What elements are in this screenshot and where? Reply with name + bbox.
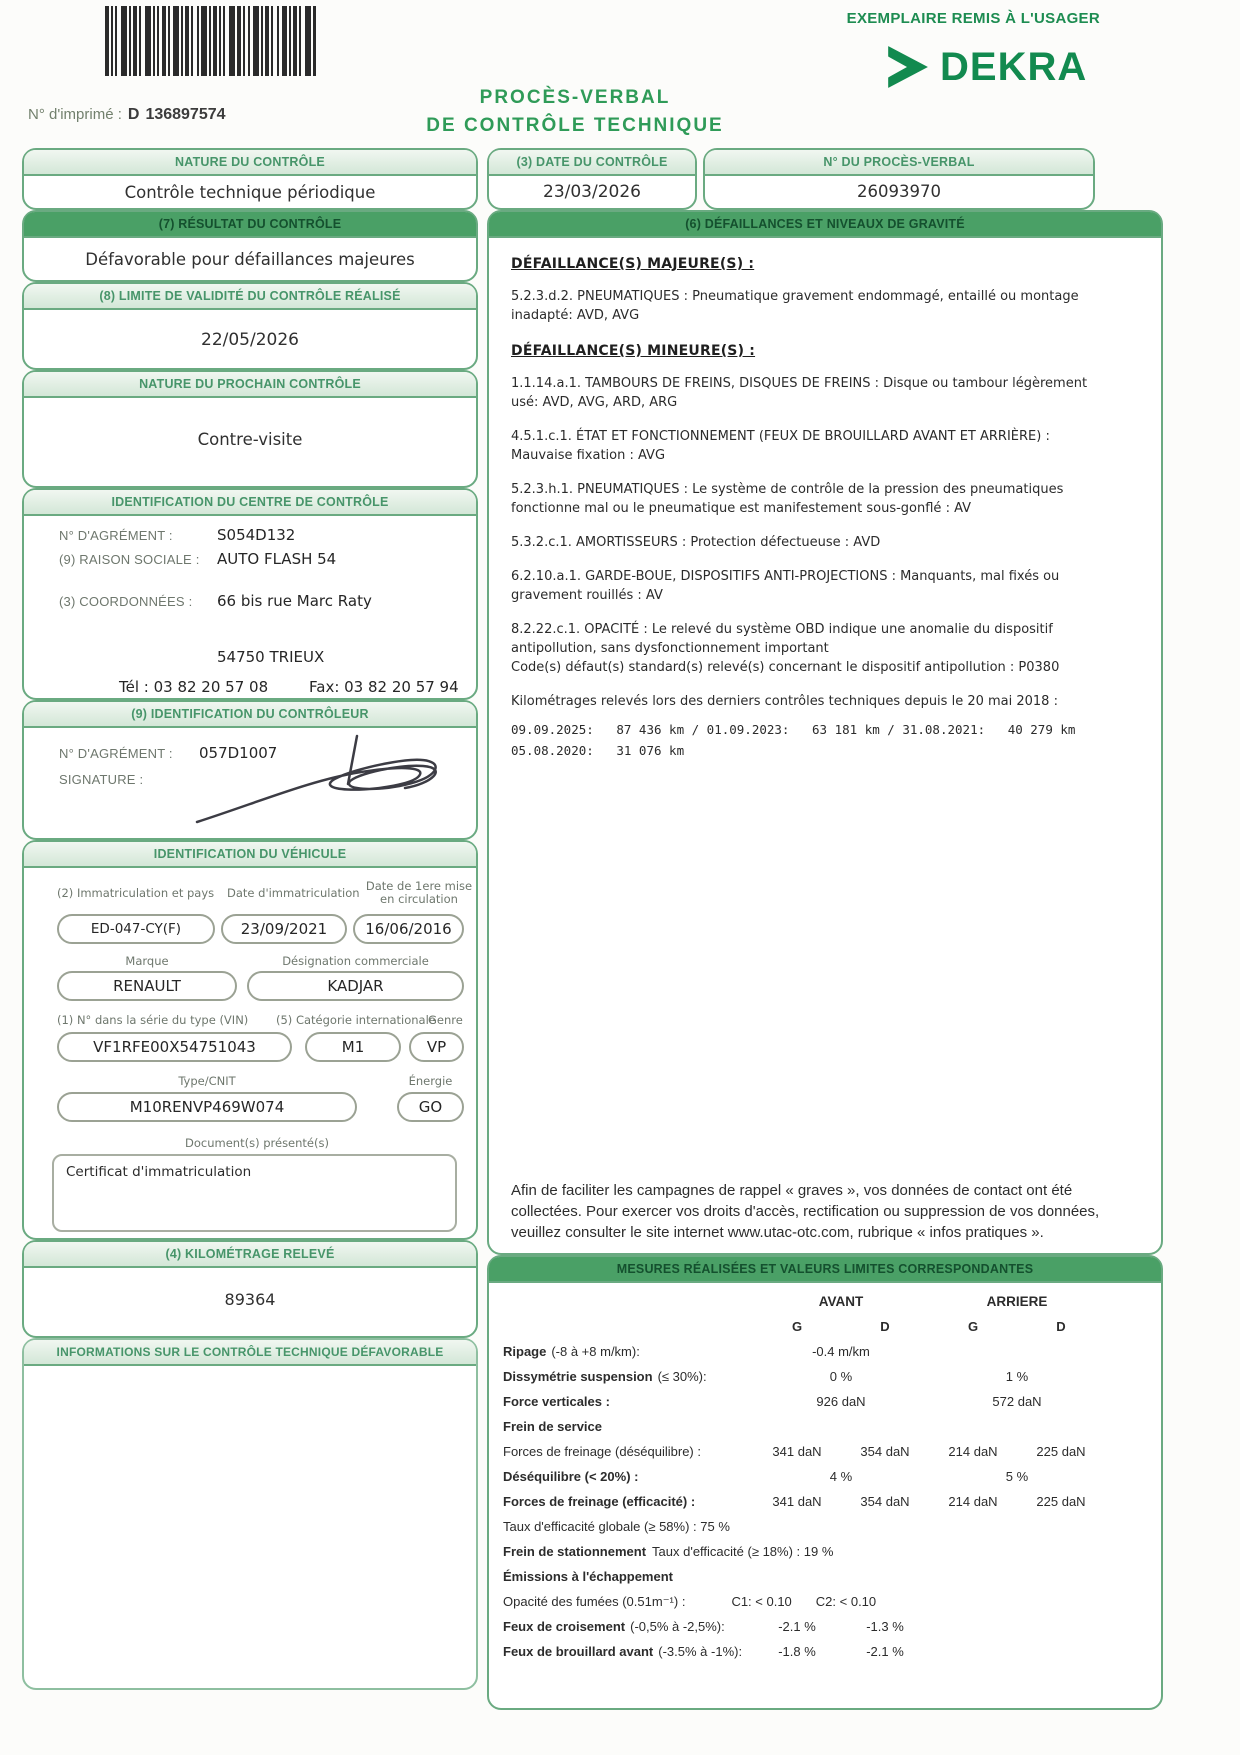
col-avant: AVANT	[818, 1294, 864, 1309]
freinage-deseq-avant-g: 341 daN	[772, 1444, 822, 1459]
print-number	[28, 106, 226, 124]
section-infos-defavorable	[22, 1338, 478, 1690]
section-header: NATURE DU PROCHAIN CONTRÔLE	[24, 372, 476, 398]
mise-circulation-value: 16/06/2016	[353, 914, 464, 944]
section-controleur	[22, 700, 478, 840]
freinage-deseq-arriere-g: 214 daN	[948, 1444, 998, 1459]
defaillance-mineure-item: 6.2.10.a.1. GARDE-BOUE, DISPOSITIFS ANTI-PROJECTIONS : Manquants, mal fixés ou gravement rouillés : AV	[511, 569, 1060, 603]
col-arriere-d: D	[1056, 1319, 1066, 1334]
section-resultat	[22, 210, 478, 282]
col-arriere-g: G	[967, 1319, 979, 1334]
title-line-1: PROCÈS-VERBAL	[479, 87, 671, 108]
numero-pv-value: 26093970	[857, 182, 941, 201]
defaillance-mineure-item: 1.1.14.a.1. TAMBOURS DE FREINS, DISQUES DE FREINS : Disque ou tambour légèrement usé: AVD, AVG, ARD, ARG	[511, 376, 1088, 410]
controleur-agrement-label: N° D'AGRÉMENT :	[59, 746, 173, 761]
section-nature-controle	[22, 148, 478, 210]
energie-label: Énergie	[408, 1074, 453, 1088]
mesure-row-emissions: Émissions à l'échappement	[503, 1569, 673, 1584]
rgpd-notice: Afin de faciliter les campagnes de rappel « graves », vos données de contact ont été collectées. Pour exercer vos droits d'accès, rectification ou suppression de vos données, veuillez consulter le site internet www.utac-otc.com, rubrique « infos pratiques ».	[511, 1182, 1100, 1241]
freinage-eff-avant-d: 354 daN	[860, 1494, 910, 1509]
documents-box	[52, 1154, 457, 1232]
defaillance-mineure-obd-codes: Code(s) défaut(s) standard(s) relevé(s) concernant le dispositif antipollution : P0380	[511, 660, 1060, 675]
designation-label: Désignation commerciale	[282, 954, 429, 968]
date-immatriculation-value: 23/09/2021	[221, 914, 347, 944]
freinage-deseq-arriere-d: 225 daN	[1036, 1444, 1086, 1459]
col-avant-d: D	[880, 1319, 890, 1334]
kilometrages-intro: Kilométrages relevés lors des derniers contrôles techniques depuis le 20 mai 2018 :	[511, 694, 1058, 709]
kilometrages-line: 05.08.2020: 31 076 km	[511, 743, 685, 758]
section-kilometrage	[22, 1240, 478, 1338]
mesure-row-force-verticale: Force verticales : 926 daN 572 daN	[489, 1389, 1161, 1414]
type-cnit-value: M10RENVP469W074	[57, 1092, 357, 1122]
adresse-value: 66 bis rue Marc Raty	[217, 592, 372, 610]
copy-label: EXEMPLAIRE REMIS À L'USAGER	[846, 10, 1100, 27]
date-immatriculation-label: Date d'immatriculation	[227, 886, 360, 900]
title-line-2: DE CONTRÔLE TECHNIQUE	[426, 115, 724, 136]
defaillance-mineure-item: 5.2.3.h.1. PNEUMATIQUES : Le système de contrôle de la pression des pneumatiques fonctionne mal ou le pneumatique est manifestement sous-gonflé : AV	[511, 482, 1064, 516]
croisement-g: -2.1 %	[778, 1619, 816, 1634]
force-verticale-arriere: 572 daN	[992, 1394, 1042, 1409]
brouillard-d: -2.1 %	[866, 1644, 904, 1659]
section-header: MESURES RÉALISÉES ET VALEURS LIMITES CORRESPONDANTES	[489, 1257, 1161, 1283]
col-avant-g: G	[791, 1319, 803, 1334]
document-title	[330, 84, 820, 140]
nature-controle-value: Contrôle technique périodique	[124, 183, 376, 202]
ripage-avant: -0.4 m/km	[812, 1344, 870, 1359]
mesure-row-freinage-efficacite: Forces de freinage (efficacité) : 341 daN 354 daN 214 daN 225 daN	[489, 1489, 1161, 1514]
vin-label: (1) N° dans la série du type (VIN)	[57, 1013, 249, 1027]
freinage-eff-arriere-g: 214 daN	[948, 1494, 998, 1509]
mesure-row-taux-global: Taux d'efficacité globale (≥ 58%) : 75 %	[503, 1519, 730, 1534]
mise-circulation-label: Date de 1ere mise en circulation	[365, 879, 473, 906]
defaillance-mineure-item: 4.5.1.c.1. ÉTAT ET FONCTIONNEMENT (FEUX DE BROUILLARD AVANT ET ARRIÈRE) : Mauvaise fixation : AVG	[511, 429, 1050, 463]
print-number-label: N° d'imprimé :	[28, 106, 122, 123]
coordonnees-label: (3) COORDONNÉES :	[59, 594, 193, 609]
dekra-wordmark: DEKRA	[940, 44, 1088, 89]
dekra-arrow-icon	[884, 44, 930, 90]
agrement-value: S054D132	[217, 526, 296, 544]
section-header: IDENTIFICATION DU CENTRE DE CONTRÔLE	[24, 490, 476, 516]
mesure-row-ripage: Ripage (-8 à +8 m/km): -0.4 m/km	[489, 1339, 1161, 1364]
croisement-d: -1.3 %	[866, 1619, 904, 1634]
signature	[189, 730, 469, 835]
genre-value: VP	[409, 1032, 464, 1062]
mesure-row-feux-croisement: Feux de croisement (-0,5% à -2,5%): -2.1 % -1.3 %	[489, 1614, 1161, 1639]
designation-value: KADJAR	[247, 971, 464, 1001]
controleur-agrement-value: 057D1007	[199, 744, 278, 762]
section-header: (9) IDENTIFICATION DU CONTRÔLEUR	[24, 702, 476, 728]
energie-value: GO	[397, 1092, 464, 1122]
ville-value: 54750 TRIEUX	[217, 648, 325, 666]
dekra-logo	[884, 44, 1087, 90]
section-mesures	[487, 1255, 1163, 1710]
mesure-row-feux-brouillard: Feux de brouillard avant (-3.5% à -1%): -1.8 % -2.1 %	[489, 1639, 1161, 1664]
signature-label: SIGNATURE :	[59, 772, 144, 787]
freinage-eff-avant-g: 341 daN	[772, 1494, 822, 1509]
agrement-label: N° D'AGRÉMENT :	[59, 528, 173, 543]
opacite-c2: C2: < 0.10	[815, 1594, 877, 1609]
section-numero-pv	[703, 148, 1095, 210]
mesure-row-freinage-desequilibre: Forces de freinage (déséquilibre) : 341 daN 354 daN 214 daN 225 daN	[489, 1439, 1161, 1464]
mesures-side-header-row	[489, 1314, 1161, 1339]
marque-label: Marque	[125, 954, 169, 968]
desequilibre-arriere: 5 %	[1005, 1469, 1029, 1484]
section-centre-controle	[22, 488, 478, 700]
defaillance-mineure-item: 5.3.2.c.1. AMORTISSEURS : Protection défectueuse : AVD	[511, 535, 881, 550]
marque-value: RENAULT	[57, 971, 237, 1001]
vin-value: VF1RFE00X54751043	[57, 1032, 292, 1062]
section-header: (6) DÉFAILLANCES ET NIVEAUX DE GRAVITÉ	[489, 212, 1161, 238]
barcode	[105, 6, 320, 76]
section-header: INFORMATIONS SUR LE CONTRÔLE TECHNIQUE DÉFAVORABLE	[24, 1340, 476, 1366]
section-date-controle	[487, 148, 697, 210]
defaillances-mineures-title: DÉFAILLANCE(S) MINEURE(S) :	[511, 343, 756, 359]
defaillance-majeure-item: 5.2.3.d.2. PNEUMATIQUES : Pneumatique gravement endommagé, entaillé ou montage inadapté: AVD, AVG	[511, 289, 1079, 323]
section-header: (4) KILOMÉTRAGE RELEVÉ	[24, 1242, 476, 1268]
defaillances-body	[511, 256, 1145, 761]
frein-stationnement-taux: Taux d'efficacité (≥ 18%) : 19 %	[652, 1544, 834, 1559]
categorie-label: (5) Catégorie internationale	[276, 1013, 436, 1027]
section-defaillances	[487, 210, 1163, 1255]
print-number-value: 136897574	[145, 106, 226, 123]
section-header: IDENTIFICATION DU VÉHICULE	[24, 842, 476, 868]
defaillance-mineure-item: 8.2.22.c.1. OPACITÉ : Le relevé du système OBD indique une anomalie du dispositif antipollution, sans dysfonctionnement important	[511, 622, 1053, 656]
desequilibre-avant: 4 %	[829, 1469, 853, 1484]
section-vehicule	[22, 840, 478, 1240]
col-arriere: ARRIERE	[986, 1294, 1048, 1309]
mesure-row-frein-stationnement: Frein de stationnement Taux d'efficacité (≥ 18%) : 19 %	[503, 1544, 834, 1559]
defaillances-majeures-title: DÉFAILLANCE(S) MAJEURE(S) :	[511, 256, 755, 272]
kilometrage-value: 89364	[224, 1290, 276, 1309]
section-header: (3) DATE DU CONTRÔLE	[489, 150, 695, 176]
document-presente: Certificat d'immatriculation	[66, 1164, 252, 1180]
section-header: (7) RÉSULTAT DU CONTRÔLE	[24, 212, 476, 238]
mesure-row-dissymetrie: Dissymétrie suspension (≤ 30%): 0 % 1 %	[489, 1364, 1161, 1389]
freinage-eff-arriere-d: 225 daN	[1036, 1494, 1086, 1509]
documents-label: Document(s) présenté(s)	[185, 1136, 329, 1150]
kilometrages-line: 09.09.2025: 87 436 km / 01.09.2023: 63 181 km / 31.08.2021: 40 279 km	[511, 722, 1076, 737]
section-header: NATURE DU CONTRÔLE	[24, 150, 476, 176]
immatriculation-value: ED-047-CY(F)	[57, 914, 215, 944]
prochain-controle-value: Contre-visite	[197, 430, 303, 449]
opacite-c1: C1: < 0.10	[731, 1594, 792, 1609]
resultat-value: Défavorable pour défaillances majeures	[85, 250, 415, 269]
brouillard-g: -1.8 %	[778, 1644, 816, 1659]
section-limite-validite	[22, 282, 478, 370]
mesure-row-frein-service: Frein de service	[503, 1419, 602, 1434]
force-verticale-avant: 926 daN	[816, 1394, 866, 1409]
mesure-row-opacite: Opacité des fumées (0.51m⁻¹) : C1: < 0.10 C2: < 0.10	[503, 1593, 877, 1609]
type-cnit-label: Type/CNIT	[178, 1074, 236, 1088]
dissymetrie-avant: 0 %	[829, 1369, 853, 1384]
raison-sociale-value: AUTO FLASH 54	[217, 550, 337, 568]
fax-value: Fax: 03 82 20 57 94	[309, 678, 459, 696]
telephone-value: Tél : 03 82 20 57 08	[119, 678, 269, 696]
section-header: (8) LIMITE DE VALIDITÉ DU CONTRÔLE RÉALISÉ	[24, 284, 476, 310]
genre-label: Genre	[428, 1013, 463, 1027]
mesure-row-desequilibre: Déséquilibre (< 20%) : 4 % 5 %	[489, 1464, 1161, 1489]
limite-validite-value: 22/05/2026	[201, 330, 299, 350]
mesures-table	[489, 1289, 1161, 1664]
date-controle-value: 23/03/2026	[543, 182, 641, 202]
print-number-prefix: D	[127, 106, 140, 123]
dissymetrie-arriere: 1 %	[1005, 1369, 1029, 1384]
immatriculation-label: (2) Immatriculation et pays	[57, 886, 215, 900]
section-header: N° DU PROCÈS-VERBAL	[705, 150, 1093, 176]
categorie-value: M1	[305, 1032, 401, 1062]
freinage-deseq-avant-d: 354 daN	[860, 1444, 910, 1459]
mesures-axle-header-row	[489, 1289, 1161, 1314]
section-prochain-controle	[22, 370, 478, 488]
raison-sociale-label: (9) RAISON SOCIALE :	[59, 552, 200, 567]
